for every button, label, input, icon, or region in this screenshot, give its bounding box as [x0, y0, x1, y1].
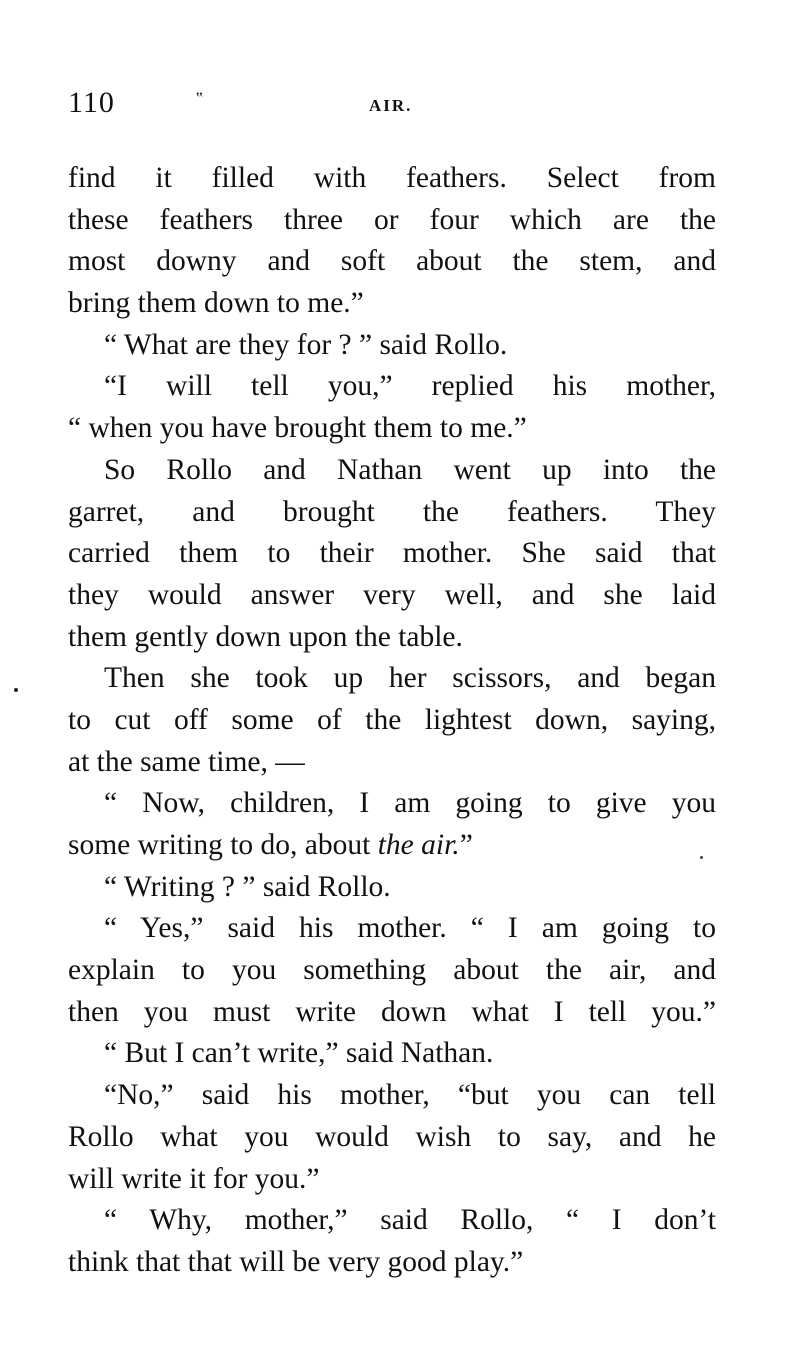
- text-line: [68, 241, 716, 283]
- text-line: [68, 1242, 716, 1284]
- text-line: [68, 283, 716, 325]
- text-line: [68, 1200, 716, 1242]
- text-line-content: Then she took up her scissors, and began: [104, 662, 716, 695]
- text-line-content: “ But I can’t write,” said Nathan.: [104, 1037, 494, 1070]
- text-line-content: “ Writing ? ” said Rollo.: [104, 870, 391, 903]
- text-line: [68, 575, 716, 617]
- text-line-content: think that that will be very good play.”: [68, 1245, 524, 1278]
- text-line: [68, 742, 716, 784]
- text-line-content: “No,” said his mother, “but you can tell: [104, 1079, 716, 1112]
- text-line: [68, 366, 716, 408]
- text-line-content: garret, and brought the feathers. They: [68, 495, 716, 528]
- text-line-content: some writing to do, about: [68, 829, 378, 861]
- text-line-content: them gently down upon the table.: [68, 620, 463, 653]
- text-line-content: “ when you have brought them to me.”: [68, 412, 527, 445]
- text-line-content: carried them to their mother. She said that: [68, 537, 716, 570]
- text-line-content: find it filled with feathers. Select from: [68, 162, 716, 194]
- text-line-content: they would answer very well, and she laid: [68, 578, 716, 611]
- stray-ink-dot: [14, 688, 18, 692]
- text-line-content: Rollo what you would wish to say, and he: [68, 1120, 716, 1153]
- italic-text: the air.: [377, 829, 460, 861]
- text-line: [68, 1117, 716, 1159]
- text-line-content: “ What are they for ? ” said Rollo.: [104, 328, 508, 361]
- text-line: [68, 992, 716, 1034]
- text-line: [68, 450, 716, 492]
- text-line-content: at the same time, —: [68, 745, 305, 778]
- text-line-content: most downy and soft about the stem, and: [68, 245, 716, 278]
- text-line: [68, 533, 716, 575]
- page-header: [68, 86, 718, 126]
- text-line: [68, 200, 716, 242]
- text-line: [68, 617, 716, 659]
- text-line: [68, 658, 716, 700]
- running-head: AIR.: [369, 96, 413, 115]
- text-line-content: to cut off some of the lightest down, saying,: [68, 703, 716, 736]
- page-number: 110: [68, 86, 115, 119]
- text-line: [68, 1159, 716, 1201]
- text-line: [68, 1075, 716, 1117]
- text-line: [68, 867, 716, 909]
- text-line: [68, 325, 716, 367]
- text-line: [68, 1033, 716, 1075]
- text-line: [68, 158, 716, 200]
- text-line-content: “ Now, children, I am going to give you: [104, 787, 716, 820]
- text-line-content: these feathers three or four which are the: [68, 203, 716, 236]
- text-line: [68, 408, 716, 450]
- ink-mark: ‟: [196, 90, 204, 107]
- text-line: [68, 783, 716, 825]
- text-line-content: “ Yes,” said his mother. “ I am going to: [104, 912, 716, 945]
- text-line: [68, 908, 716, 950]
- text-line-content: ”: [459, 829, 473, 861]
- text-line-content: “ Why, mother,” said Rollo, “ I don’t: [104, 1204, 716, 1237]
- text-line: [68, 950, 716, 992]
- body-text: [68, 158, 716, 1284]
- text-line-content: So Rollo and Nathan went up into the: [104, 453, 716, 486]
- text-line: [68, 825, 716, 867]
- text-line-content: “I will tell you,” replied his mother,: [104, 370, 716, 403]
- text-line: [68, 700, 716, 742]
- text-line-content: explain to you something about the air, and: [68, 954, 716, 987]
- text-line-content: will write it for you.”: [68, 1162, 320, 1195]
- text-line-content: bring them down to me.”: [68, 287, 364, 320]
- text-line-content: then you must write down what I tell you.”: [68, 995, 716, 1028]
- text-line: [68, 492, 716, 534]
